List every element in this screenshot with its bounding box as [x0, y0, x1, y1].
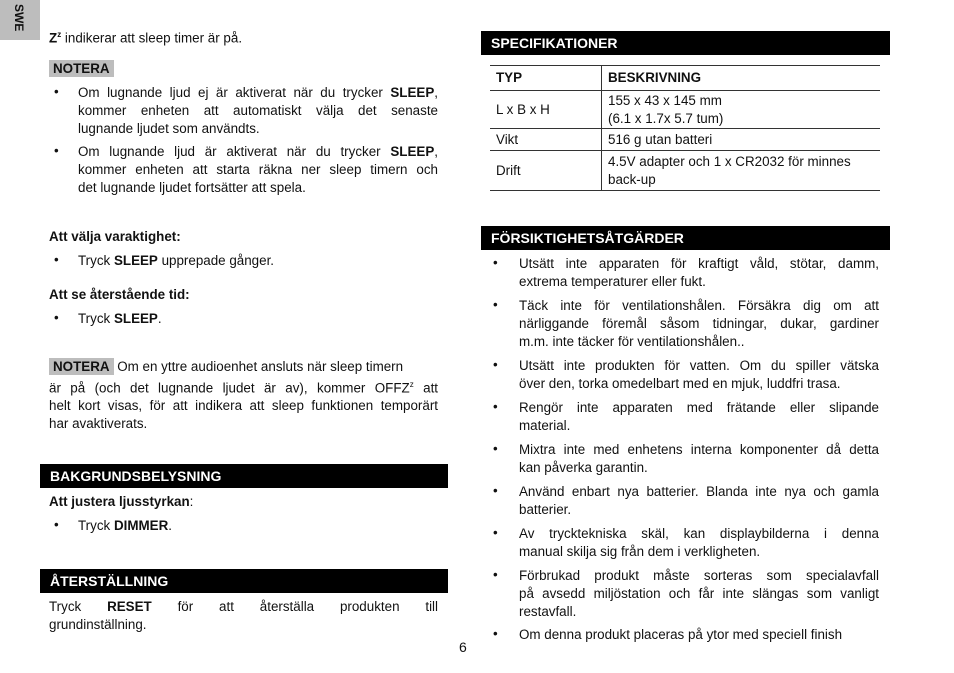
note-bullet-1: Om lugnande ljud ej är aktiverat när du trycker SLEEP, kommer enheten att automatiskt välja det senaste lugnande ljudet som användts.	[78, 85, 438, 136]
notera-paragraph: NOTERA Om en yttre audioenhet ansluts när sleep timern är på (och det lugnande ljudet är av), kommer OFFZ$^z$ att helt kort visas, för att indikera att sleep funktionen temporärt har avaktiverats.	[49, 359, 439, 432]
bullet-dot	[493, 626, 499, 641]
reset-section-title: ÅTERSTÄLLNING	[40, 569, 448, 593]
spec-section-title: SPECIFIKATIONER	[481, 31, 890, 55]
spec-row	[490, 129, 880, 151]
precautions-section-title: FÖRSIKTIGHETSÅTGÄRDER	[481, 226, 890, 250]
precaution-line: Rengör inte apparaten med frätande eller slipande	[519, 400, 879, 415]
language-tab-label: SWE	[12, 4, 26, 32]
bullet-dot	[54, 252, 60, 267]
notera-tag	[49, 60, 114, 77]
duration-heading: Att välja varaktighet:	[49, 229, 181, 244]
note-bullet-2: Om lugnande ljud är aktiverat när du trycker SLEEP, kommer enheten att starta räkna ner sleep timern och det lugnande ljudet fortsätter att spela.	[78, 144, 438, 195]
bullet-dot	[493, 567, 499, 582]
precaution-line: över den, torka omedelbart med en mjuk, luddfri trasa.	[519, 376, 841, 391]
spec-desc: 4.5V adapter och 1 x CR2032 för minnes back-up	[602, 151, 881, 191]
bullet-dot	[493, 525, 499, 540]
z-sup: z	[57, 30, 62, 39]
precaution-line: material.	[519, 418, 571, 433]
precaution-line: Utsätt inte apparaten för kraftigt våld, stötar, damm,	[519, 256, 879, 271]
spec-row	[490, 151, 880, 191]
spec-header-row	[490, 66, 880, 91]
duration-item: Tryck SLEEP upprepade gånger.	[78, 253, 275, 268]
precaution-line: på avsedd miljöstation och får inte slängas som vanligt	[519, 586, 879, 601]
precaution-line: extrema temperaturer eller fukt.	[519, 274, 706, 289]
bullet-dot	[493, 483, 499, 498]
bullet-dot	[493, 357, 499, 372]
intro-line	[49, 26, 438, 47]
bullet-dot	[493, 255, 499, 270]
precaution-line: Av trycktekniska skäl, kan displaybilderna i denna	[519, 526, 879, 541]
precaution-line: Mixtra inte med enhetens interna komponenter då detta	[519, 442, 879, 457]
precaution-item	[519, 441, 879, 477]
precaution-item	[519, 399, 879, 435]
precaution-item	[519, 626, 879, 644]
bullet-dot	[493, 399, 499, 414]
spec-desc: 155 x 43 x 145 mm (6.1 x 1.7x 5.7 tum)	[602, 91, 881, 129]
language-tab	[0, 0, 40, 40]
spec-type: Vikt	[490, 129, 602, 151]
precaution-line: restavfall.	[519, 604, 577, 619]
spec-row	[490, 91, 880, 129]
bullet-dot	[493, 441, 499, 456]
spec-table	[490, 65, 880, 191]
spec-type: L x B x H	[490, 91, 602, 129]
precaution-item	[519, 297, 879, 351]
precaution-line: manual skilja sig från dem i verkligheten.	[519, 544, 761, 559]
precaution-item	[519, 255, 879, 291]
backlight-item: Tryck DIMMER.	[78, 518, 172, 533]
precaution-line: Täck inte för ventilationshålen. Försäkra dig om att	[519, 298, 879, 313]
spec-type: Drift	[490, 151, 602, 191]
bullet-dot	[54, 517, 60, 532]
notera-label-2: NOTERA	[49, 358, 114, 375]
precaution-item	[519, 483, 879, 519]
z-glyph: Z	[49, 30, 58, 46]
reset-paragraph: Tryck RESET för att återställa produkten till grundinställning.	[49, 599, 439, 632]
intro-text: indikerar att sleep timer är på.	[61, 30, 243, 46]
spec-desc: 516 g utan batteri	[602, 129, 881, 151]
page-number: 6	[459, 639, 467, 655]
spec-header-desc: BESKRIVNING	[602, 66, 881, 91]
precaution-line: Om denna produkt placeras på ytor med speciell finish	[519, 627, 843, 642]
precaution-line: m.m. inte täcker för ventilationshålen..	[519, 334, 745, 349]
notera-label: NOTERA	[49, 60, 114, 77]
precaution-line: Utsätt inte produkten för vatten. Om du spiller vätska	[519, 358, 879, 373]
backlight-section-title: BAKGRUNDSBELYSNING	[40, 464, 448, 488]
bullet-dot	[54, 84, 60, 99]
precaution-line: Förbrukad produkt måste sorteras som specialavfall	[519, 568, 879, 583]
bullet-dot	[54, 143, 60, 158]
precaution-item	[519, 567, 879, 621]
precaution-line: kan påverka garantin.	[519, 460, 648, 475]
backlight-heading: Att justera ljusstyrkan:	[49, 494, 194, 509]
precaution-item	[519, 525, 879, 561]
spec-header-type: TYP	[490, 66, 602, 91]
bullet-dot	[54, 310, 60, 325]
remaining-heading: Att se återstående tid:	[49, 287, 190, 302]
precaution-item	[519, 357, 879, 393]
remaining-item: Tryck SLEEP.	[78, 311, 162, 326]
bullet-dot	[493, 297, 499, 312]
precaution-line: batterier.	[519, 502, 572, 517]
precaution-line: närliggande föremål såsom tidningar, dukar, gardiner	[519, 316, 879, 331]
precaution-line: Använd enbart nya batterier. Blanda inte nya och gamla	[519, 484, 879, 499]
